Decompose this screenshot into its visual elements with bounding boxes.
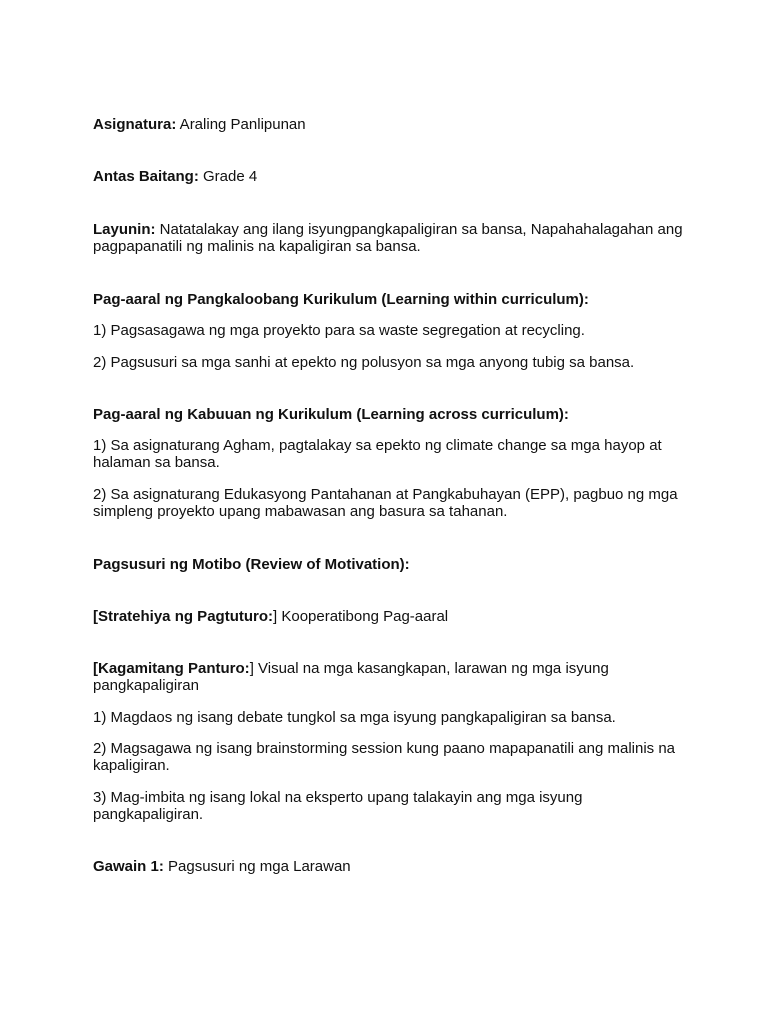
kagamitan-value: ] Visual na mga kasangkapan, larawan ng mga isyung pangkapaligiran <box>93 660 609 694</box>
across-item-1: 1) Sa asignaturang Agham, pagtalakay sa epekto ng climate change sa mga hayop at halaman sa bansa. <box>93 437 662 471</box>
kagamitan-label: [Kagamitang Panturo: <box>93 660 250 677</box>
within-item-1: 1) Pagsasagawa ng mga proyekto para sa waste segregation at recycling. <box>93 322 585 339</box>
motibo-heading: Pagsusuri ng Motibo (Review of Motivation): <box>93 556 410 573</box>
stratehiya-value: ] Kooperatibong Pag-aaral <box>273 608 449 625</box>
antas-baitang-value: Grade 4 <box>198 168 258 185</box>
gawain-label: Gawain 1: <box>93 858 164 875</box>
within-curriculum-heading: Pag-aaral ng Pangkaloobang Kurikulum (Learning within curriculum): <box>93 291 589 308</box>
kagamitan-item-3: 3) Mag-imbita ng isang lokal na eksperto upang talakayin ang mga isyung pangkapaligiran. <box>93 789 583 823</box>
across-item-2: 2) Sa asignaturang Edukasyong Pantahanan at Pangkabuhayan (EPP), pagbuo ng mga simpleng proyekto upang mabawasan ang basura sa tahanan. <box>93 486 678 520</box>
gawain-value: Pagsusuri ng mga Larawan <box>163 858 351 875</box>
layunin-label: Layunin: <box>93 221 156 238</box>
antas-baitang-label: Antas Baitang: <box>93 168 199 185</box>
kagamitan-item-1: 1) Magdaos ng isang debate tungkol sa mga isyung pangkapaligiran sa bansa. <box>93 709 616 726</box>
layunin-paragraph <box>93 221 683 255</box>
asignatura-value: Araling Panlipunan <box>176 116 306 133</box>
stratehiya-label: [Stratehiya ng Pagtuturo: <box>93 608 274 625</box>
across-curriculum-heading: Pag-aaral ng Kabuuan ng Kurikulum (Learning across curriculum): <box>93 406 569 423</box>
gawain-line <box>93 858 683 875</box>
stratehiya-line <box>93 608 683 625</box>
asignatura-line <box>93 116 683 133</box>
within-item-2: 2) Pagsusuri sa mga sanhi at epekto ng polusyon sa mga anyong tubig sa bansa. <box>93 354 635 371</box>
kagamitan-item-2: 2) Magsagawa ng isang brainstorming session kung paano mapapanatili ang malinis na kapaligiran. <box>93 740 676 774</box>
layunin-value: Natatalakay ang ilang isyungpangkapaligiran sa bansa, Napahahalagahan ang pagpapanatili ng malinis na kapaligiran sa bansa. <box>93 221 683 255</box>
antas-baitang-line <box>93 168 683 185</box>
kagamitan-paragraph <box>93 660 683 694</box>
asignatura-label: Asignatura: <box>93 116 177 133</box>
